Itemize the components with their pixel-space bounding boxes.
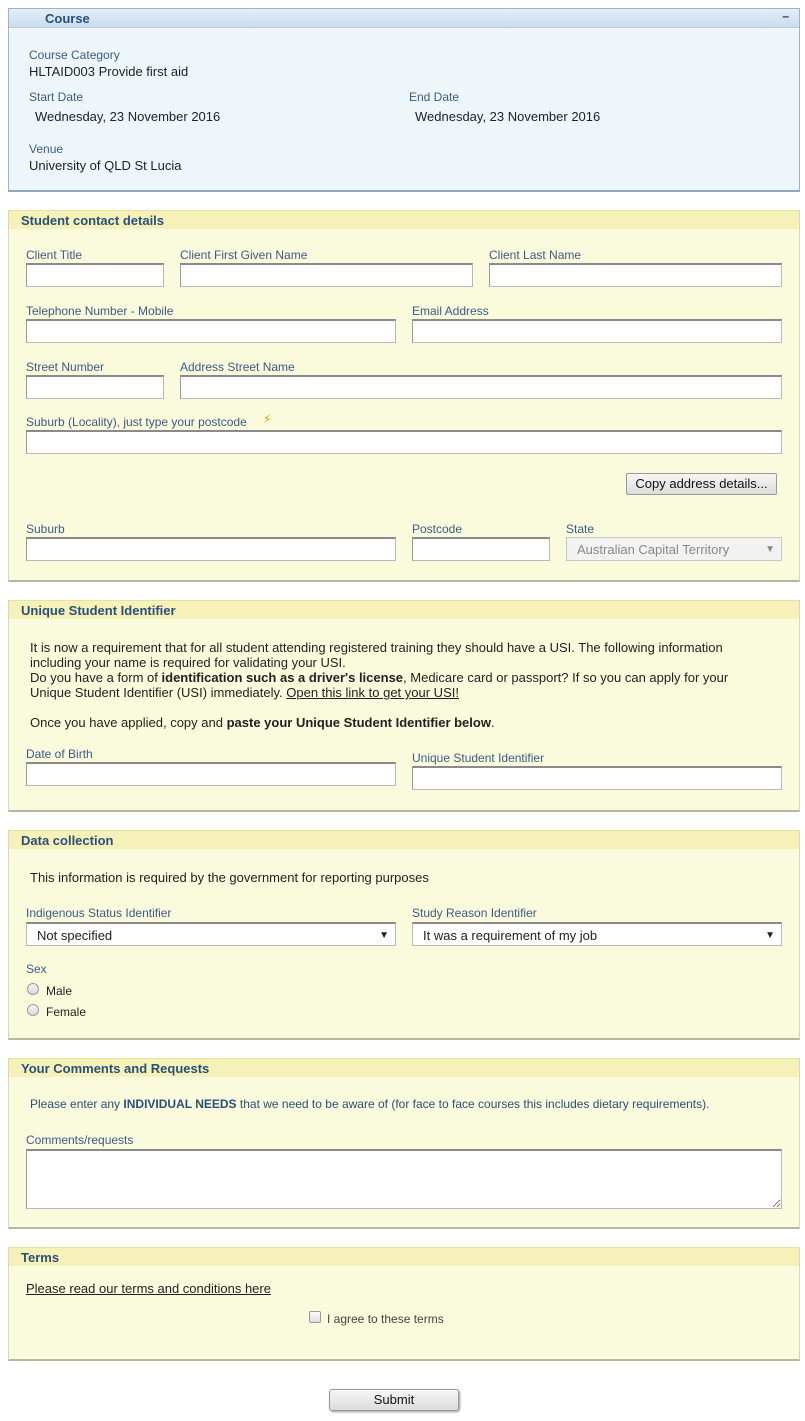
submit-button[interactable]: Submit bbox=[329, 1389, 459, 1411]
study-reason-label: Study Reason Identifier bbox=[412, 906, 537, 920]
start-date-value: Wednesday, 23 November 2016 bbox=[35, 109, 221, 124]
first-name-label: Client First Given Name bbox=[180, 248, 308, 262]
indigenous-select-value: Not specified bbox=[37, 928, 113, 943]
end-date-label: End Date bbox=[409, 90, 460, 104]
venue-value: University of QLD St Lucia bbox=[29, 158, 182, 173]
comments-intro: Please enter any INDIVIDUAL NEEDS that we need to be aware of (for face to face courses this includes dietary requirements). bbox=[30, 1097, 710, 1111]
data-collection-heading: Data collection bbox=[21, 833, 114, 848]
suburb-input[interactable] bbox=[26, 537, 396, 561]
usi-link[interactable]: Open this link to get your USI! bbox=[286, 685, 459, 700]
usi-panel-header bbox=[9, 600, 799, 619]
lightning-icon: ⚡ bbox=[263, 412, 272, 426]
start-date-label: Start Date bbox=[29, 90, 84, 104]
street-name-label: Address Street Name bbox=[180, 360, 295, 374]
comments-label: Comments/requests bbox=[26, 1133, 134, 1147]
collapse-icon[interactable]: – bbox=[782, 9, 789, 23]
sex-female-radio[interactable] bbox=[27, 1004, 39, 1016]
locality-input[interactable] bbox=[26, 430, 782, 454]
contact-panel bbox=[8, 210, 800, 582]
course-panel-header[interactable] bbox=[9, 9, 799, 28]
postcode-label: Postcode bbox=[412, 522, 463, 536]
terms-heading: Terms bbox=[21, 1250, 60, 1265]
state-select-value: Australian Capital Territory bbox=[577, 542, 730, 557]
course-category-value: HLTAID003 Provide first aid bbox=[29, 64, 189, 79]
sex-male-radio[interactable] bbox=[27, 983, 39, 995]
venue-label: Venue bbox=[29, 142, 64, 156]
comments-header bbox=[9, 1058, 799, 1077]
indigenous-label: Indigenous Status Identifier bbox=[26, 906, 172, 920]
individual-needs-bold: INDIVIDUAL NEEDS bbox=[123, 1097, 237, 1111]
usi-input[interactable] bbox=[412, 766, 782, 790]
usi-p3-c: . bbox=[490, 715, 495, 730]
agree-checkbox[interactable] bbox=[309, 1311, 321, 1323]
locality-label: Suburb (Locality), just type your postcode bbox=[26, 415, 247, 429]
usi-panel bbox=[8, 600, 800, 812]
course-heading: Course bbox=[45, 11, 90, 26]
data-collection-intro: This information is required by the government for reporting purposes bbox=[30, 870, 429, 885]
email-input[interactable] bbox=[412, 319, 782, 343]
client-title-input[interactable] bbox=[26, 263, 164, 287]
state-label: State bbox=[566, 522, 595, 536]
sex-label: Sex bbox=[26, 962, 47, 976]
indigenous-select[interactable] bbox=[26, 922, 396, 946]
usi-label: Unique Student Identifier bbox=[412, 751, 545, 765]
comments-textarea[interactable] bbox=[26, 1149, 782, 1209]
mobile-label: Telephone Number - Mobile bbox=[26, 304, 174, 318]
usi-p2-c: , Medicare card or passport? If so you can apply for your Unique Student Identifier (USI) immediately. bbox=[30, 670, 729, 700]
dob-input[interactable] bbox=[26, 762, 396, 786]
data-collection-header bbox=[9, 830, 799, 849]
last-name-label: Client Last Name bbox=[489, 248, 582, 262]
course-category-label: Course Category bbox=[29, 48, 120, 62]
course-panel bbox=[8, 8, 800, 192]
study-reason-select-value: It was a requirement of my job bbox=[423, 928, 598, 943]
suburb-label: Suburb bbox=[26, 522, 65, 536]
chevron-down-icon: ▼ bbox=[765, 544, 775, 555]
chevron-down-icon: ▼ bbox=[379, 930, 389, 941]
usi-paragraph-2 bbox=[30, 670, 770, 700]
sex-male-label[interactable]: Male bbox=[46, 984, 73, 998]
first-name-input[interactable] bbox=[180, 263, 473, 287]
usi-heading: Unique Student Identifier bbox=[21, 603, 176, 618]
usi-p2-a: Do you have a form of bbox=[30, 670, 162, 685]
usi-paragraph-1: It is now a requirement that for all student attending registered training they should have a USI. The following information including your name is required for validating your USI. bbox=[30, 640, 723, 670]
agree-label[interactable]: I agree to these terms bbox=[327, 1312, 444, 1326]
dob-label: Date of Birth bbox=[26, 747, 93, 761]
comments-heading: Your Comments and Requests bbox=[21, 1061, 210, 1076]
contact-panel-header bbox=[9, 210, 799, 229]
end-date-value: Wednesday, 23 November 2016 bbox=[415, 109, 601, 124]
chevron-down-icon: ▼ bbox=[765, 930, 775, 941]
usi-p3-bold: paste your Unique Student Identifier below bbox=[226, 715, 491, 730]
copy-address-button[interactable]: Copy address details... bbox=[626, 473, 777, 495]
street-number-input[interactable] bbox=[26, 375, 164, 399]
terms-panel bbox=[8, 1247, 800, 1361]
last-name-input[interactable] bbox=[489, 263, 782, 287]
comments-panel bbox=[8, 1058, 800, 1229]
street-number-label: Street Number bbox=[26, 360, 105, 374]
usi-p2-bold: identification such as a driver's license bbox=[161, 670, 404, 685]
study-reason-select[interactable] bbox=[412, 922, 782, 946]
client-title-label: Client Title bbox=[26, 248, 83, 262]
sex-female-label[interactable]: Female bbox=[46, 1005, 87, 1019]
usi-p3-a: Once you have applied, copy and bbox=[30, 715, 227, 730]
mobile-input[interactable] bbox=[26, 319, 396, 343]
contact-heading: Student contact details bbox=[21, 213, 165, 228]
data-collection-panel bbox=[8, 830, 800, 1040]
email-label: Email Address bbox=[412, 304, 489, 318]
usi-paragraph-3 bbox=[30, 715, 770, 730]
state-select[interactable] bbox=[566, 537, 782, 561]
terms-header bbox=[9, 1247, 799, 1266]
postcode-input[interactable] bbox=[412, 537, 550, 561]
terms-link[interactable]: Please read our terms and conditions here bbox=[26, 1281, 271, 1296]
street-name-input[interactable] bbox=[180, 375, 782, 399]
